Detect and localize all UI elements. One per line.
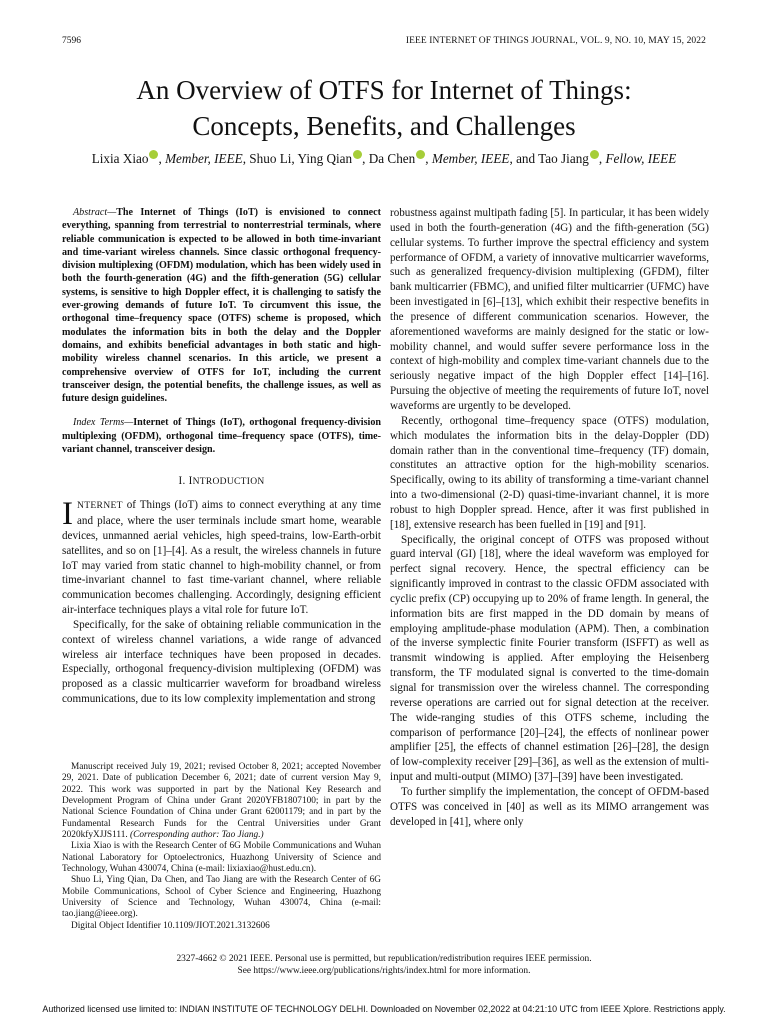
right-paragraph-1: robustness against multipath fading [5]. In particular, it has been widely used in both the fourth-generation (4G) and the fifth-generation (5G) cellular systems. To further improve the spectral efficiency and system performance of OFDM, a variety of innovative multicarrier waveforms, such as generalized frequency-division multiplexing (GFDM), filter bank multicarrier (FBMC), and unified filter multicarrier (UFMC) have been investigated in [6]–[13], which exhibit their respective benefits in the presence of different communication scenarios. However, the aforementioned waveforms are mainly designed for the static or low-mobility channel, and would suffer severe performance loss in the context of high-mobility and complex time-variant channels due to the seriously negative impact of the high Doppler effect [14]–[16]. Pursuing the objective of meeting the requirements of future IoT, novel waveforms are urgently to be developed. bbox=[390, 207, 709, 412]
page-number: 7596 bbox=[62, 36, 81, 46]
author-4: , and Tao Jiang bbox=[509, 151, 589, 166]
section-heading-introduction: I. INTRODUCTION bbox=[178, 475, 265, 488]
copyright-line-1: 2327-4662 © 2021 IEEE. Personal use is permitted, but republication/redistribution requires IEEE permission. bbox=[176, 954, 592, 964]
abstract bbox=[62, 206, 381, 405]
right-paragraph-4: To further simplify the implementation, the concept of OFDM-based OTFS was conceived in [40] as well as its MIMO arrangement was developed in [41], where only bbox=[390, 785, 709, 828]
right-paragraph-3: Specifically, the original concept of OTFS was proposed without guard interval (GI) [18], where the ideal waveform was employed for perfect signal recovery. Hence, the spectral efficiency can be significantly improved in contrast to the classic OFDM associated with cyclic prefix (CP) occupying up to 20% of frame length. In general, the information bits are first mapped in the DD domain by means of employing amplitude-phase modulation (APM). Then, a combination of the inverse symplectic finite Fourier transform (ISFFT) as well as transmit windowing is applied. After employing the Heisenberg transform, the TF modulated signal is converted to the time-domain signal for transmission over the wireless channel. The corresponding reverse operations are carried out for signal detection at the receiver. The wide-ranging studies of this OTFS scheme, including the comparison of performance [20]–[24], the effects of nonlinear power amplifier [25], the effects of channel estimation [26]–[28], the design of low-complexity receiver [29]–[36], as well as the extension of multi-input and multi-output (MIMO) [37]–[39] have been investigated. bbox=[390, 533, 709, 784]
title-line-2: Concepts, Benefits, and Challenges bbox=[192, 111, 576, 141]
footnote-affiliation-2: Shuo Li, Ying Qian, Da Chen, and Tao Jiang are with the Research Center of 6G Mobile Communications, School of Cyber Science and Engineering, Huazhong University of Science and Technology, Wuhan 430074, China (e-mail: tao.jiang@ieee.org). bbox=[62, 875, 381, 920]
copyright-notice bbox=[0, 953, 768, 977]
drop-cap: I bbox=[62, 496, 73, 533]
orcid-icon[interactable] bbox=[149, 150, 158, 159]
journal-header: IEEE INTERNET OF THINGS JOURNAL, VOL. 9, NO. 10, MAY 15, 2022 bbox=[405, 36, 706, 46]
right-paragraph-2: Recently, orthogonal time–frequency space (OTFS) modulation, which modulates the information bits in the delay-Doppler (DD) domain rather than in the conventional time–frequency (TF) domain, constitutes an attractive option for the high-mobility scenarios. Specifically, owing to its ability of transforming a time-variant channel into a two-dimensional (2-D) quasi-time-invariant channel, it is more robust to high Doppler spread. Hence, after it was first published in [18], extensive research has been fuelled in [19] and [91]. bbox=[390, 414, 709, 531]
author-4-role: Fellow, IEEE bbox=[605, 151, 677, 166]
copyright-line-2: See https://www.ieee.org/publications/rights/index.html for more information. bbox=[237, 966, 531, 976]
title-line-1: An Overview of OTFS for Internet of Things: bbox=[136, 75, 632, 105]
footnote bbox=[62, 762, 381, 932]
author-3-role: Member, IEEE bbox=[431, 151, 510, 166]
intro-paragraph-2: Specifically, for the sake of obtaining reliable communication in the context of wireless channel variations, a wide range of advanced wireless air interface techniques have been proposed in decades. Especially, orthogonal frequency-division multiplexing (OFDM) was proposed as a classic multicarrier waveform for broadband wireless communications, due to its low complexity implementation and strong bbox=[62, 618, 381, 706]
author-1: Lixia Xiao bbox=[91, 151, 149, 166]
abstract-text: The Internet of Things (IoT) is envisioned to connect everything, spanning from terrestrial to nonterrestrial terminals, where reliable communication is expected to be allowed in both time-invariant and time-variant wireless channels. Since classic orthogonal frequency-division multiplexing (OFDM) modulation, which has been widely used in both the fourth-generation (4G) and the fifth-generation (5G) cellular systems, is sensitive to high Doppler effect, it is challenging to satisfy the ever-growing demands of future IoT. To circumvent this issue, the orthogonal time–frequency space (OTFS) scheme is proposed, which modulates the information bits in both the delay and the Doppler domains, and exhibits beneficial advantages in both static and high-mobility wireless channel scenarios. In this article, we present a comprehensive overview of OTFS for IoT, including the current transceiver design, the potential benefits, the challenge issues, as well as future design guidelines. bbox=[62, 207, 381, 405]
orcid-icon[interactable] bbox=[590, 150, 599, 159]
footnote-manuscript: Manuscript received July 19, 2021; revised October 8, 2021; accepted November 29, 2021. Date of publication December 6, 2021; date of current version May 9, 2022. This work was supported in part by the National Key Research and Development Program of China under Grant 2020YFB1807100; in part by the National Science Foundation of China under Grant 62001179; and in part by the Fundamental Research Funds for the Central Universities under Grant 2020kfyXJJS111. (Corresponding author: Tao Jiang.) bbox=[62, 762, 381, 841]
index-terms-text: Internet of Things (IoT), orthogonal frequency-division multiplexing (OFDM), orthogonal time–frequency space (OTFS), time-variant channel, transceiver design. bbox=[62, 417, 381, 456]
footnote-affiliation-1: Lixia Xiao is with the Research Center of 6G Mobile Communications and Wuhan National Laboratory for Optoelectronics, Huazhong University of Science and Technology, Wuhan 430074, China (e-mail: lixiaxiao@hust.edu.cn). bbox=[62, 841, 381, 875]
left-column bbox=[62, 206, 381, 707]
paper-title bbox=[0, 72, 768, 144]
author-list: Lixia Xiao , Member, IEEE, Shuo Li, Ying Qian , Da Chen , Member, IEEE, and Tao Jiang , Fellow, IEEE bbox=[91, 151, 677, 166]
author-1-role: Member, IEEE bbox=[165, 151, 243, 166]
orcid-icon[interactable] bbox=[353, 150, 362, 159]
intro-paragraph-1: INTERNET of Things (IoT) aims to connect everything at any time and place, where the user terminals include smart home, wearable devices, unmanned aerial vehicles, high speed-trains, low-Earth-orbit satellites, and so on [1]–[4]. As a result, the wireless channels in future IoT may varied from static channel to high-mobility channel, or from time-invariant channel to fast time-variant channel, where reliable communication becomes challenging. Accordingly, designing efficient air-interface techniques plays a vital role for future IoT. bbox=[62, 496, 381, 617]
abstract-lead: Abstract— bbox=[73, 207, 117, 218]
author-3: , Da Chen bbox=[362, 151, 416, 166]
right-column bbox=[390, 206, 709, 829]
orcid-icon[interactable] bbox=[416, 150, 425, 159]
author-2: , Shuo Li, Ying Qian bbox=[242, 151, 353, 166]
footnote-doi: Digital Object Identifier 10.1109/JIOT.2021.3132606 bbox=[71, 920, 270, 931]
index-terms-lead: Index Terms— bbox=[73, 417, 134, 429]
index-terms bbox=[62, 416, 381, 456]
license-notice: Authorized licensed use limited to: INDIAN INSTITUTE OF TECHNOLOGY DELHI. Downloaded on November 02,2022 at 04:21:10 UTC from IEEE Xplore. Restrictions apply. bbox=[42, 1004, 726, 1014]
